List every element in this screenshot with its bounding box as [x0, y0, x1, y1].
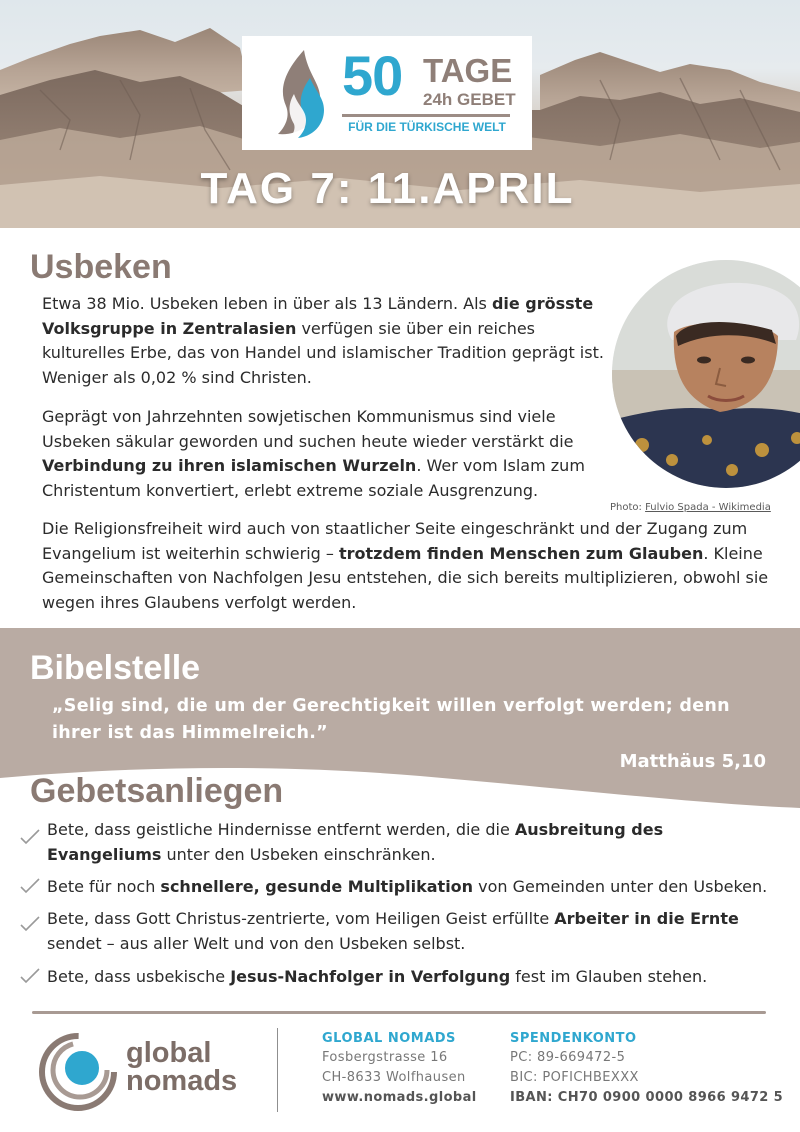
flame-icon — [264, 44, 334, 144]
section-heading-usbeken: Usbeken — [30, 248, 172, 286]
footer-account-heading: SPENDENKONTO — [510, 1031, 637, 1046]
body-text: fest im Glauben stehen. — [510, 967, 708, 986]
header-banner — [0, 0, 800, 228]
emphasis-text: trotzdem finden Menschen zum Glauben — [338, 543, 704, 563]
body-text: verfügen sie über ein reiches kulturelles Erbe, das von Handel und islamischer Tradition geprägt ist. Weniger als 0,02 % sind Christen. — [42, 318, 604, 387]
footer-address-street: Fosbergstrasse 16 — [322, 1050, 448, 1065]
emphasis-text: schnellere, gesunde Multiplikation — [160, 877, 474, 896]
body-text: Bete für noch — [47, 877, 161, 896]
portrait-photo — [612, 260, 800, 488]
bible-quote: „Selig sind, die um der Gerechtigkeit willen verfolgt werden; denn ihrer ist das Himmelreich.” — [52, 696, 730, 743]
emphasis-text: Verbindung zu ihren islamischen Wurzeln — [42, 456, 417, 475]
prayer-item-text — [47, 818, 747, 867]
section-heading-bibelstelle: Bibelstelle — [30, 649, 201, 687]
body-text: Bete, dass geistliche Hindernisse entfernt werden, die die — [47, 820, 515, 839]
campaign-logo — [242, 36, 532, 150]
logo-subtitle: 24h GEBET — [423, 90, 516, 109]
paragraph-1 — [42, 292, 607, 390]
emphasis-text: Arbeiter in die Ernte — [554, 909, 739, 928]
body-text: Bete, dass Gott Christus-zentrierte, vom Heiligen Geist erfüllte — [47, 909, 555, 928]
footer-logo-word-nomads: nomads — [126, 1065, 238, 1097]
check-icon — [20, 915, 40, 933]
prayer-item-text — [47, 875, 792, 900]
footer-logo-word-global: global — [126, 1037, 212, 1069]
portrait-illustration — [612, 260, 800, 488]
logo-divider — [342, 114, 510, 117]
paragraph-3 — [42, 517, 787, 615]
check-icon — [20, 877, 40, 895]
footer-account-bic: BIC: POFICHBEXXX — [510, 1070, 639, 1085]
body-text: unter den Usbeken einschränken. — [161, 844, 436, 864]
day-title: TAG 7: 11.APRIL — [200, 164, 575, 213]
emphasis-text: die grösste Volksgruppe in Zentralasien — [42, 294, 594, 338]
footer-org-heading: GLOBAL NOMADS — [322, 1031, 456, 1046]
photo-credit — [610, 502, 771, 514]
photo-credit-prefix: Photo: — [610, 502, 646, 513]
body-text: Bete, dass usbekische — [47, 967, 231, 986]
body-text: sendet – aus aller Welt und von den Usbeken selbst. — [47, 933, 466, 953]
check-icon — [20, 828, 40, 846]
prayer-item-text — [47, 907, 782, 956]
footer-vertical-divider — [277, 1028, 278, 1112]
global-nomads-swirl-icon — [38, 1032, 118, 1112]
emphasis-text: Ausbreitung des Evangeliums — [47, 820, 664, 864]
body-text: Geprägt von Jahrzehnten sowjetischen Kommunismus sind viele Usbeken säkular geworden und suchen heute wieder verstärkt die — [42, 407, 574, 451]
logo-tage: TAGE — [423, 52, 513, 89]
logo-number: 50 — [342, 44, 403, 107]
section-heading-gebetsanliegen: Gebetsanliegen — [30, 772, 284, 810]
photo-credit-link[interactable]: Fulvio Spada - Wikimedia — [645, 502, 771, 513]
bible-reference: Matthäus 5,10 — [619, 751, 766, 772]
body-text: von Gemeinden unter den Usbeken. — [473, 877, 768, 896]
footer-website-link[interactable]: www.nomads.global — [322, 1090, 477, 1105]
footer-account-pc: PC: 89-669472-5 — [510, 1050, 626, 1065]
logo-tagline: FÜR DIE TÜRKISCHE WELT — [348, 120, 506, 134]
footer-account-iban: IBAN: CH70 0900 0000 8966 9472 5 — [510, 1090, 784, 1105]
footer-address-city: CH-8633 Wolfhausen — [322, 1070, 466, 1085]
check-icon — [20, 967, 40, 985]
body-text: . Kleine Gemeinschaften von Nachfolgen Jesu entstehen, die sich bereits multiplizieren, obwohl sie wegen ihres Glaubens verfolgt werden. — [42, 543, 769, 612]
body-text: . Wer vom Islam zum Christentum konvertiert, erlebt extreme soziale Ausgrenzung. — [42, 456, 585, 500]
body-text: Die Religionsfreiheit wird auch von staatlicher Seite eingeschränkt und der Zugang zum Evangelium ist weiterhin schwierig – — [42, 519, 748, 563]
emphasis-text: Jesus-Nachfolger in Verfolgung — [230, 967, 511, 986]
footer-divider — [32, 1011, 766, 1014]
body-text: Etwa 38 Mio. Usbeken leben in über als 13 Ländern. Als — [42, 294, 492, 313]
paragraph-2 — [42, 405, 602, 503]
prayer-item-text — [47, 965, 787, 990]
